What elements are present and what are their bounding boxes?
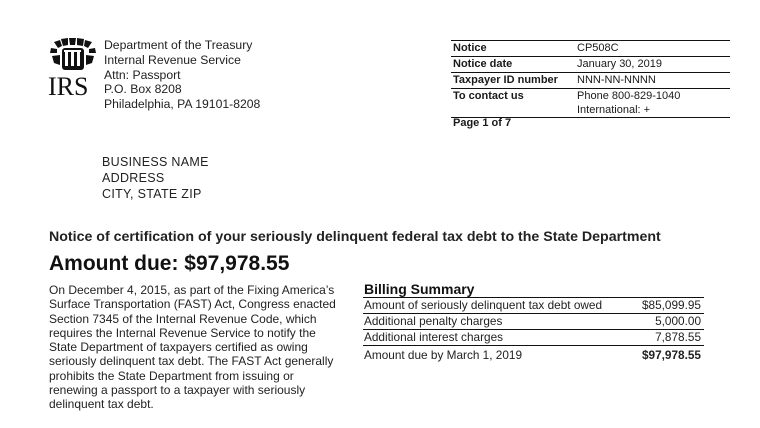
recipient-address	[102, 154, 209, 202]
recipient-line: ADDRESS	[102, 171, 165, 185]
recipient-line: CITY, STATE ZIP	[102, 187, 202, 201]
taxpayer-id-value: NNN-NN-NNNN	[577, 74, 656, 86]
billing-summary	[363, 281, 704, 364]
contact-international-row	[451, 104, 730, 118]
notice-label: Notice	[453, 42, 487, 54]
contact-row	[451, 89, 730, 104]
contact-international: International: +	[577, 104, 651, 116]
billing-value: 7,878.55	[655, 330, 701, 344]
billing-label: Additional penalty charges	[364, 314, 503, 328]
sender-address	[104, 38, 260, 112]
notice-date-row	[451, 57, 730, 73]
sender-line: P.O. Box 8208	[104, 82, 182, 97]
notice-title: Notice of certification of your seriously delinquent federal tax debt to the State Department	[49, 229, 661, 245]
irs-logo	[48, 38, 104, 104]
billing-total-row	[363, 346, 704, 364]
contact-international-label	[451, 104, 577, 117]
sender-line: Philadelphia, PA 19101-8208	[104, 97, 261, 112]
notice-info-table	[451, 40, 730, 118]
sender-line: Attn: Passport	[104, 67, 181, 82]
irs-eagle-emblem-icon	[48, 38, 98, 74]
body-paragraph: On December 4, 2015, as part of the Fixing America’s Surface Transportation (FAST) Act, Congress enacted Section 7345 of the Internal Revenue Code, which requires the Internal Revenue Service to notify the State Department of taxpayers certified as owing seriously delinquent tax debt. The FAST Act generally prohibits the State Department from issuing or renewing a passport to a taxpayer with seriously delinquent tax debt.	[49, 283, 336, 412]
taxpayer-id-row	[451, 73, 730, 89]
billing-total-value: $97,978.55	[641, 348, 701, 362]
billing-total-label: Amount due by March 1, 2019	[364, 348, 523, 362]
sender-line: Department of the Treasury	[104, 38, 253, 52]
sender-line: Internal Revenue Service	[104, 52, 241, 67]
contact-phone: Phone 800-829-1040	[577, 90, 681, 102]
billing-row	[363, 314, 704, 330]
billing-label: Additional interest charges	[364, 330, 504, 344]
page-number: Page 1 of 7	[453, 117, 512, 129]
irs-logo-text: IRS	[48, 72, 89, 101]
notice-row	[451, 41, 730, 57]
billing-label: Amount of seriously delinquent tax debt owed	[364, 298, 603, 312]
recipient-line: BUSINESS NAME	[102, 155, 209, 169]
notice-value: CP508C	[577, 42, 619, 54]
contact-label: To contact us	[453, 90, 524, 102]
amount-due-heading: Amount due: $97,978.55	[49, 252, 290, 275]
billing-value: 5,000.00	[655, 314, 701, 328]
billing-row	[363, 330, 704, 346]
taxpayer-id-label: Taxpayer ID number	[453, 74, 558, 86]
billing-summary-title: Billing Summary	[363, 281, 704, 298]
billing-row	[363, 298, 704, 314]
notice-date-label: Notice date	[453, 58, 513, 70]
billing-value: $85,099.95	[641, 298, 701, 312]
notice-date-value: January 30, 2019	[577, 58, 663, 70]
